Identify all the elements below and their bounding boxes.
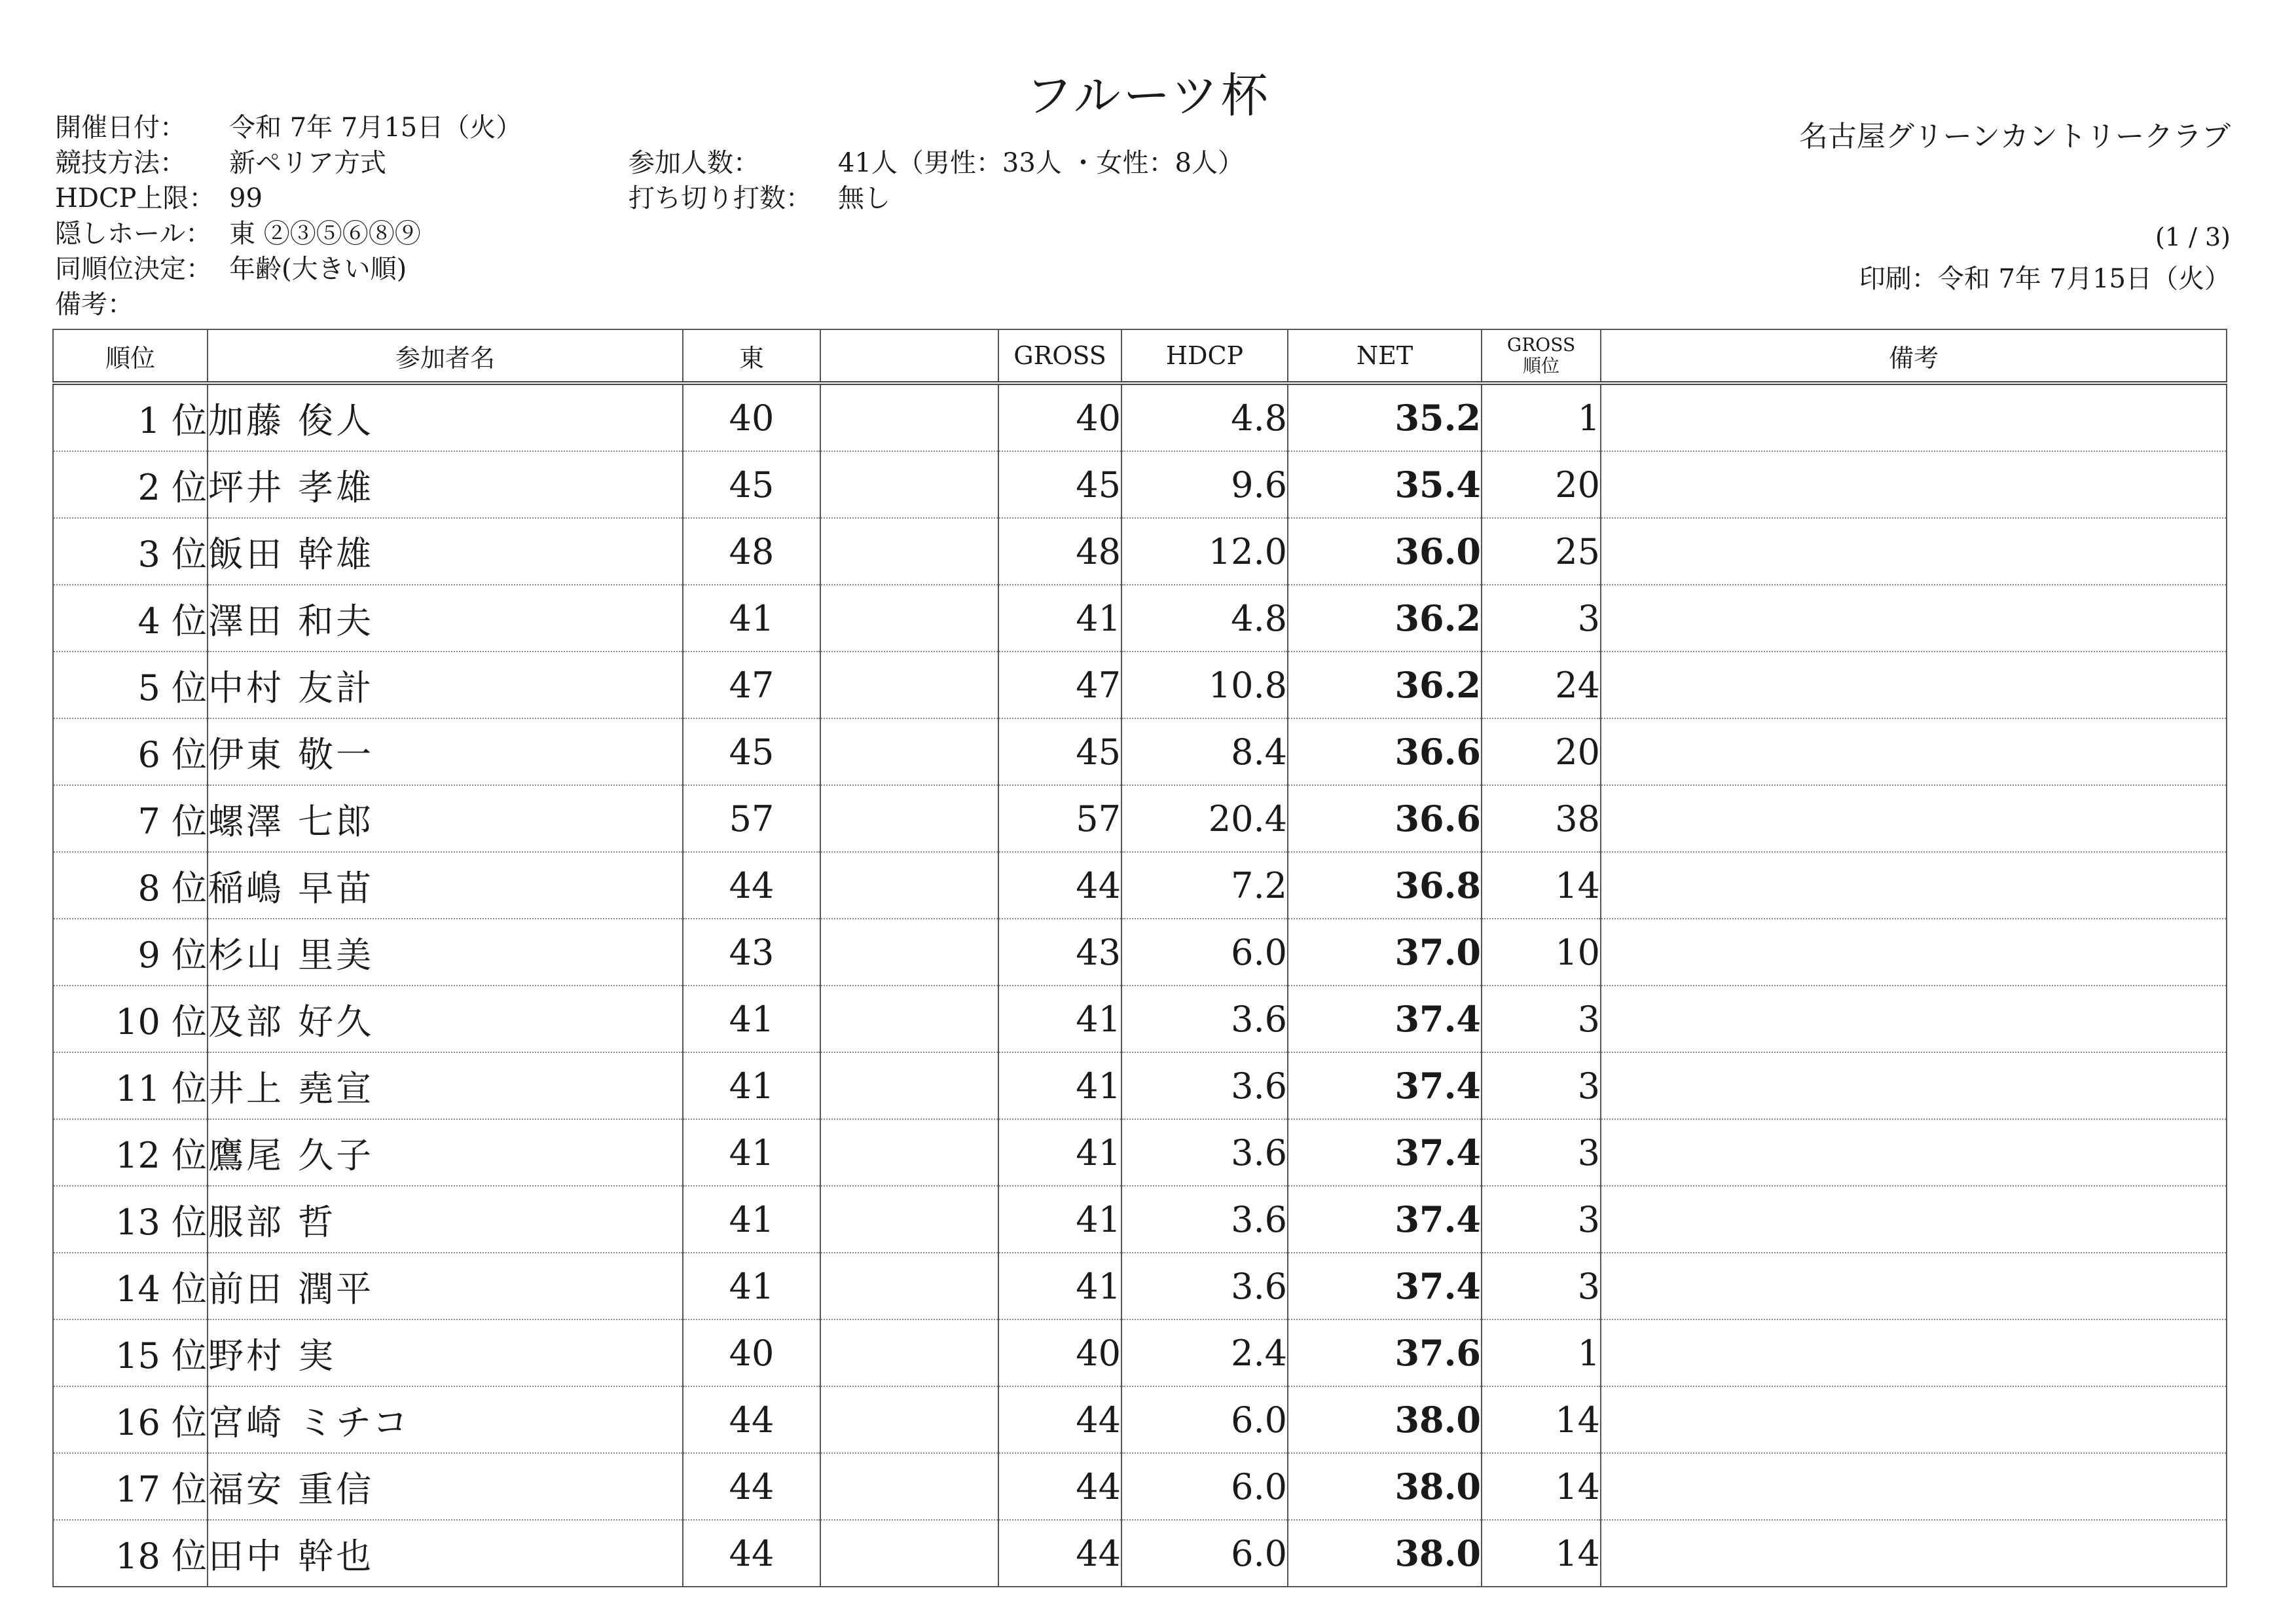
rank-cell: 11 位 (53, 1052, 208, 1119)
header-name: 参加者名 (208, 329, 683, 383)
east-score-cell: 43 (683, 919, 820, 986)
header-net: NET (1288, 329, 1482, 383)
net-cell: 38.0 (1288, 1453, 1482, 1520)
gross-cell: 41 (998, 986, 1121, 1052)
gross-cell: 41 (998, 1052, 1121, 1119)
name-cell: 伊東 敬一 (208, 718, 683, 785)
hdcp-cell: 7.2 (1121, 852, 1288, 919)
east-score-cell: 44 (683, 852, 820, 919)
gross-cell: 45 (998, 451, 1121, 518)
table-row (53, 919, 2227, 986)
info-hdcp-limit (55, 181, 522, 216)
hdcp-cell: 4.8 (1121, 383, 1288, 451)
name-cell: 中村 友計 (208, 652, 683, 718)
name-cell: 坪井 孝雄 (208, 451, 683, 518)
net-cell: 38.0 (1288, 1520, 1482, 1587)
hdcp-cell: 3.6 (1121, 1119, 1288, 1186)
name-cell: 加藤 俊人 (208, 383, 683, 451)
info-value: 99 (229, 183, 263, 213)
table-row (53, 1320, 2227, 1386)
remarks-cell (1601, 919, 2227, 986)
name-cell: 飯田 幹雄 (208, 518, 683, 585)
gross-rank-cell: 38 (1482, 785, 1601, 852)
remarks-cell (1601, 1386, 2227, 1453)
print-date: 印刷：令和 7年 7月15日（火） (1859, 264, 2231, 294)
blank-cell (820, 1186, 998, 1253)
name-cell: 鷹尾 久子 (208, 1119, 683, 1186)
blank-cell (820, 585, 998, 652)
blank-cell (820, 1386, 998, 1453)
event-info-left (55, 110, 522, 322)
gross-cell: 40 (998, 383, 1121, 451)
rank-cell: 1 位 (53, 383, 208, 451)
gross-cell: 45 (998, 718, 1121, 785)
gross-cell: 44 (998, 852, 1121, 919)
name-cell: 服部 哲 (208, 1186, 683, 1253)
table-row (53, 986, 2227, 1052)
name-cell: 野村 実 (208, 1320, 683, 1386)
table-row (53, 1253, 2227, 1320)
remarks-cell (1601, 585, 2227, 652)
remarks-cell (1601, 1320, 2227, 1386)
info-hidden-holes (55, 216, 522, 251)
table-row (53, 1520, 2227, 1587)
remarks-cell (1601, 1119, 2227, 1186)
gross-cell: 41 (998, 1119, 1121, 1186)
gross-rank-cell: 14 (1482, 852, 1601, 919)
blank-cell (820, 718, 998, 785)
hdcp-cell: 9.6 (1121, 451, 1288, 518)
remarks-cell (1601, 1186, 2227, 1253)
info-tiebreak (55, 251, 522, 287)
table-row (53, 1052, 2227, 1119)
page-title: フルーツ杯 (1025, 68, 1271, 123)
gross-rank-cell: 3 (1482, 585, 1601, 652)
gross-cell: 47 (998, 652, 1121, 718)
rank-cell: 8 位 (53, 852, 208, 919)
east-score-cell: 40 (683, 383, 820, 451)
remarks-cell (1601, 518, 2227, 585)
gross-cell: 44 (998, 1386, 1121, 1453)
gross-rank-cell: 20 (1482, 451, 1601, 518)
remarks-cell (1601, 1520, 2227, 1587)
gross-rank-cell: 3 (1482, 1253, 1601, 1320)
blank-cell (820, 1320, 998, 1386)
net-cell: 37.0 (1288, 919, 1482, 986)
info-value: 年齢(大きい順) (229, 254, 407, 284)
gross-rank-cell: 24 (1482, 652, 1601, 718)
east-score-cell: 44 (683, 1453, 820, 1520)
header-rank: 順位 (53, 329, 208, 383)
hdcp-cell: 6.0 (1121, 1520, 1288, 1587)
gross-cell: 40 (998, 1320, 1121, 1386)
remarks-cell (1601, 718, 2227, 785)
east-score-cell: 41 (683, 1186, 820, 1253)
east-score-cell: 41 (683, 1119, 820, 1186)
info-remarks (55, 287, 522, 322)
hdcp-cell: 6.0 (1121, 919, 1288, 986)
hdcp-cell: 8.4 (1121, 718, 1288, 785)
blank-cell (820, 451, 998, 518)
blank-cell (820, 986, 998, 1052)
gross-rank-cell: 3 (1482, 1052, 1601, 1119)
rank-cell: 6 位 (53, 718, 208, 785)
rank-cell: 15 位 (53, 1320, 208, 1386)
gross-rank-cell: 3 (1482, 986, 1601, 1052)
rank-cell: 12 位 (53, 1119, 208, 1186)
hdcp-cell: 6.0 (1121, 1453, 1288, 1520)
gross-cell: 48 (998, 518, 1121, 585)
net-cell: 36.6 (1288, 718, 1482, 785)
blank-cell (820, 1520, 998, 1587)
gross-cell: 57 (998, 785, 1121, 852)
gross-cell: 41 (998, 1253, 1121, 1320)
blank-cell (820, 919, 998, 986)
rank-cell: 2 位 (53, 451, 208, 518)
gross-cell: 41 (998, 1186, 1121, 1253)
gross-rank-cell: 10 (1482, 919, 1601, 986)
net-cell: 37.4 (1288, 1253, 1482, 1320)
remarks-cell (1601, 785, 2227, 852)
hdcp-cell: 3.6 (1121, 1253, 1288, 1320)
gross-rank-cell: 1 (1482, 383, 1601, 451)
table-row (53, 451, 2227, 518)
name-cell: 前田 潤平 (208, 1253, 683, 1320)
net-cell: 37.4 (1288, 1052, 1482, 1119)
net-cell: 36.2 (1288, 652, 1482, 718)
table-header-row (53, 329, 2227, 383)
gross-rank-cell: 14 (1482, 1520, 1601, 1587)
blank-cell (820, 1253, 998, 1320)
rank-cell: 16 位 (53, 1386, 208, 1453)
header-gross-rank-line2: 順位 (1522, 355, 1559, 377)
table-row (53, 383, 2227, 451)
info-value: 東 ②③⑤⑥⑧⑨ (229, 219, 421, 249)
info-label: HDCP上限： (55, 183, 215, 213)
table-row (53, 1186, 2227, 1253)
info-value: 無し (838, 183, 890, 213)
net-cell: 35.2 (1288, 383, 1482, 451)
header-gross-rank (1482, 329, 1601, 383)
east-score-cell: 45 (683, 718, 820, 785)
net-cell: 37.4 (1288, 1119, 1482, 1186)
name-cell: 福安 重信 (208, 1453, 683, 1520)
name-cell: 澤田 和夫 (208, 585, 683, 652)
net-cell: 37.6 (1288, 1320, 1482, 1386)
remarks-cell (1601, 1453, 2227, 1520)
table-row (53, 785, 2227, 852)
remarks-cell (1601, 852, 2227, 919)
net-cell: 37.4 (1288, 986, 1482, 1052)
rank-cell: 9 位 (53, 919, 208, 986)
name-cell: 及部 好久 (208, 986, 683, 1052)
header-gross: GROSS (998, 329, 1121, 383)
page-number: (1 / 3) (2155, 223, 2231, 251)
name-cell: 稲嶋 早苗 (208, 852, 683, 919)
rank-cell: 14 位 (53, 1253, 208, 1320)
rank-cell: 17 位 (53, 1453, 208, 1520)
info-label: 競技方法： (55, 148, 186, 178)
gross-cell: 44 (998, 1453, 1121, 1520)
net-cell: 36.2 (1288, 585, 1482, 652)
gross-rank-cell: 3 (1482, 1186, 1601, 1253)
gross-rank-cell: 14 (1482, 1453, 1601, 1520)
info-cutoff (629, 181, 1244, 216)
hdcp-cell: 3.6 (1121, 1186, 1288, 1253)
gross-rank-cell: 14 (1482, 1386, 1601, 1453)
info-date (55, 110, 522, 145)
table-row (53, 652, 2227, 718)
info-value: 新ペリア方式 (229, 148, 386, 178)
rank-cell: 10 位 (53, 986, 208, 1052)
remarks-cell (1601, 383, 2227, 451)
rank-cell: 18 位 (53, 1520, 208, 1587)
remarks-cell (1601, 652, 2227, 718)
name-cell: 田中 幹也 (208, 1520, 683, 1587)
net-cell: 38.0 (1288, 1386, 1482, 1453)
gross-cell: 41 (998, 585, 1121, 652)
header-hdcp: HDCP (1121, 329, 1288, 383)
table-row (53, 1119, 2227, 1186)
east-score-cell: 44 (683, 1386, 820, 1453)
info-method (55, 145, 522, 181)
event-info-mid (629, 145, 1244, 216)
gross-cell: 43 (998, 919, 1121, 986)
blank-cell (820, 1119, 998, 1186)
east-score-cell: 41 (683, 585, 820, 652)
blank-cell (820, 652, 998, 718)
name-cell: 杉山 里美 (208, 919, 683, 986)
rank-cell: 5 位 (53, 652, 208, 718)
blank-cell (820, 785, 998, 852)
name-cell: 螺澤 七郎 (208, 785, 683, 852)
east-score-cell: 47 (683, 652, 820, 718)
table-row (53, 518, 2227, 585)
info-label: 備考： (55, 289, 134, 320)
hdcp-cell: 20.4 (1121, 785, 1288, 852)
results-table (52, 329, 2227, 1587)
header-east: 東 (683, 329, 820, 383)
hdcp-cell: 6.0 (1121, 1386, 1288, 1453)
east-score-cell: 57 (683, 785, 820, 852)
club-name: 名古屋グリーンカントリークラブ (1798, 120, 2231, 153)
east-score-cell: 41 (683, 986, 820, 1052)
east-score-cell: 41 (683, 1052, 820, 1119)
east-score-cell: 41 (683, 1253, 820, 1320)
name-cell: 井上 堯宣 (208, 1052, 683, 1119)
gross-cell: 44 (998, 1520, 1121, 1587)
net-cell: 36.0 (1288, 518, 1482, 585)
rank-cell: 4 位 (53, 585, 208, 652)
header-remarks: 備考 (1601, 329, 2227, 383)
blank-cell (820, 1453, 998, 1520)
info-label: 打ち切り打数： (629, 183, 812, 213)
header-blank (820, 329, 998, 383)
gross-rank-cell: 1 (1482, 1320, 1601, 1386)
table-row (53, 1453, 2227, 1520)
hdcp-cell: 3.6 (1121, 1052, 1288, 1119)
info-value: 41人（男性：33人 ・女性：8人） (838, 148, 1244, 178)
hdcp-cell: 4.8 (1121, 585, 1288, 652)
info-label: 開催日付： (55, 113, 186, 143)
table-row (53, 585, 2227, 652)
info-label: 参加人数： (629, 148, 759, 178)
header-gross-rank-line1: GROSS (1506, 334, 1576, 356)
net-cell: 36.8 (1288, 852, 1482, 919)
gross-rank-cell: 20 (1482, 718, 1601, 785)
table-row (53, 1386, 2227, 1453)
east-score-cell: 40 (683, 1320, 820, 1386)
east-score-cell: 45 (683, 451, 820, 518)
info-label: 同順位決定： (55, 254, 212, 284)
east-score-cell: 44 (683, 1520, 820, 1587)
rank-cell: 3 位 (53, 518, 208, 585)
results-body (53, 383, 2227, 1587)
table-row (53, 852, 2227, 919)
hdcp-cell: 10.8 (1121, 652, 1288, 718)
blank-cell (820, 1052, 998, 1119)
rank-cell: 7 位 (53, 785, 208, 852)
remarks-cell (1601, 1253, 2227, 1320)
hdcp-cell: 12.0 (1121, 518, 1288, 585)
net-cell: 36.6 (1288, 785, 1482, 852)
net-cell: 37.4 (1288, 1186, 1482, 1253)
blank-cell (820, 852, 998, 919)
gross-rank-cell: 3 (1482, 1119, 1601, 1186)
table-row (53, 718, 2227, 785)
hdcp-cell: 2.4 (1121, 1320, 1288, 1386)
blank-cell (820, 383, 998, 451)
blank-cell (820, 518, 998, 585)
gross-rank-cell: 25 (1482, 518, 1601, 585)
east-score-cell: 48 (683, 518, 820, 585)
net-cell: 35.4 (1288, 451, 1482, 518)
remarks-cell (1601, 1052, 2227, 1119)
remarks-cell (1601, 451, 2227, 518)
remarks-cell (1601, 986, 2227, 1052)
info-participants (629, 145, 1244, 181)
name-cell: 宮崎 ミチコ (208, 1386, 683, 1453)
hdcp-cell: 3.6 (1121, 986, 1288, 1052)
info-label: 隠しホール： (55, 219, 212, 249)
info-value: 令和 7年 7月15日（火） (229, 113, 522, 143)
rank-cell: 13 位 (53, 1186, 208, 1253)
